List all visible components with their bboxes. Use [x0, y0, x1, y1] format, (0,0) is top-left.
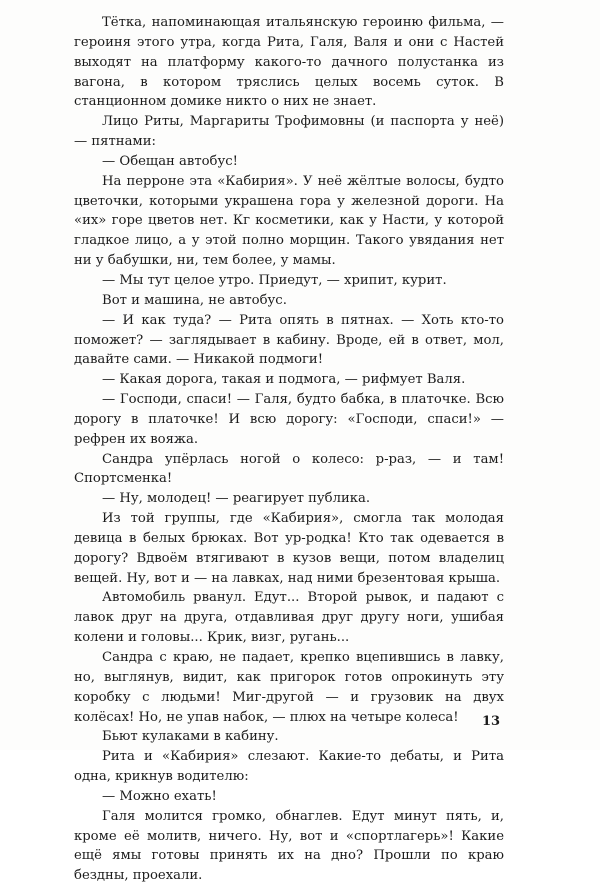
paragraph: Рита и «Кабирия» слезают. Какие-то дебаты, и Рита одна, крикнув водителю: — [74, 749, 504, 785]
paragraph: Лицо Риты, Маргариты Трофимовны (и паспорта у неё) — пятнами: — [74, 114, 504, 150]
paragraph: — Можно ехать! — [102, 788, 217, 804]
paragraph: — Какая дорога, такая и подмога, — рифмует Валя. — [102, 372, 466, 388]
paragraph: Сандра упёрлась ногой о колесо: р-раз, — и там! Спортсменка! — [74, 451, 504, 487]
page-body-text — [74, 13, 504, 886]
page-number: 13 — [482, 714, 501, 729]
paragraph: Автомобиль рванул. Едут... Второй рывок, и падают с лавок друг на друга, отдавливая друг другу ноги, ушибая колени и головы... Крик, визг, ругань... — [74, 590, 504, 646]
paragraph: Из той группы, где «Кабирия», смогла так молодая девица в белых брюках. Вот ур-родка! Кто так одевается в дорогу? Вдвоём втягивают в кузов вещи, потом владелиц вещей. Ну, вот и — на лавках, над ними брезентовая крыша. — [74, 511, 504, 586]
paragraph: Сандра с краю, не падает, крепко вцепившись в лавку, но, выглянув, видит, как пригорок готов опрокинуть эту коробку с людьми! Миг-другой — и грузовик на двух колёсах! Но, не упав набок, — плюх на четыре колеса! — [74, 650, 504, 725]
paragraph: На перроне эта «Кабирия». У неё жёлтые волосы, будто цветочки, которыми украшена гора у железной дороги. На «их» горе цветов нет. Кг косметики, как у Насти, у которой гладкое лицо, а у этой полно морщин. Такого увядания нет ни у бабушки, ни, тем более, у мамы. — [74, 173, 504, 269]
paragraph: — Ну, молодец! — реагирует публика. — [102, 491, 371, 507]
paragraph: Бьют кулаками в кабину. — [102, 729, 279, 745]
paragraph: Тётка, напоминающая итальянскую героиню фильма, — героиня этого утра, когда Рита, Галя, Валя и они с Настей выходят на платформу какого-то дачного полустанка из вагона, в котором тряслись целых восемь суток. В станционном домике никто о них не знает. — [74, 15, 504, 110]
paragraph: Галя молится громко, обнаглев. Едут минут пять, и, кроме её молитв, ничего. Ну, вот и «спортлагерь»! Какие ещё ямы готовы принять их на дно? Прошли по краю бездны, проехали. — [74, 808, 504, 884]
paragraph: — Господи, спаси! — Галя, будто бабка, в платочке. Всю дорогу в платочке! И всю дорогу: «Господи, спаси!» — рефрен их вояжа. — [74, 392, 504, 447]
paragraph: — И как туда? — Рита опять в пятнах. — Хоть кто-то поможет? — заглядывает в кабину. Вроде, ей в ответ, мол, давайте сами. — Никакой подмоги! — [74, 312, 504, 368]
paragraph: Вот и машина, не автобус. — [102, 292, 287, 308]
paragraph: — Мы тут целое утро. Приедут, — хрипит, курит. — [102, 272, 447, 288]
paragraph: — Обещан автобус! — [102, 153, 238, 169]
